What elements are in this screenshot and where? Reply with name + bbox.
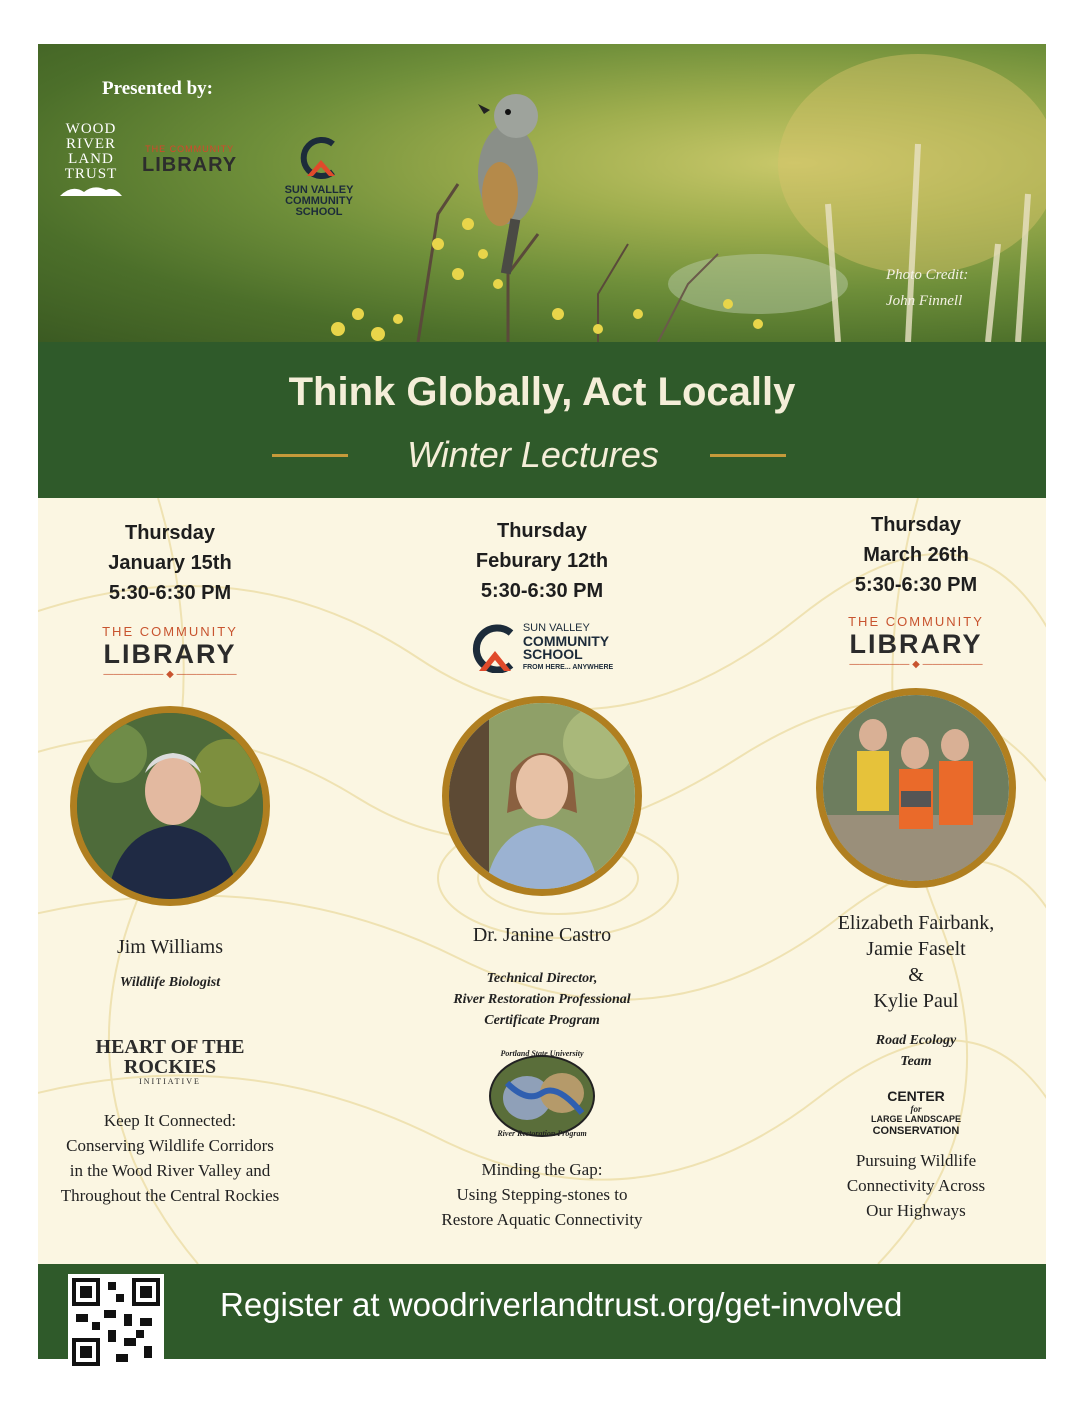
ornament-icon: ―――――― ◆ ―――――― (849, 659, 983, 670)
speaker-name-separator: & (908, 964, 924, 986)
portland-state-river-restoration-logo (487, 1049, 597, 1139)
heart-of-the-rockies-logo (38, 1037, 320, 1086)
logo-text: ROCKIES (123, 1056, 217, 1078)
talk-title-line: Keep It Connected: (103, 1111, 237, 1130)
logo-text: THE COMMUNITY (848, 614, 984, 629)
wood-river-land-trust-logo (60, 122, 122, 200)
lectures-section (38, 498, 1046, 1264)
speaker-portrait (442, 696, 642, 896)
talk-title-line: Restore Aquatic Connectivity (441, 1210, 643, 1229)
logo-text: for (910, 1104, 922, 1114)
ornament-icon: ―――――― ◆ ―――――― (103, 669, 237, 680)
hero-photo (38, 44, 1046, 342)
talk-title-line: in the Wood River Valley and (69, 1161, 271, 1180)
talk-title-line: Minding the Gap: (481, 1160, 603, 1179)
speaker-role: Team (900, 1054, 932, 1069)
lecture-date: January 15th (108, 552, 232, 574)
logo-text: TRUST (64, 166, 118, 182)
qr-code-icon[interactable] (68, 1274, 164, 1370)
decorative-rule (710, 454, 786, 457)
photo-credit (886, 262, 968, 314)
speaker-role: Certificate Program (484, 1013, 600, 1028)
logo-tagline: FROM HERE... ANYWHERE (522, 664, 614, 671)
logo-text: SUN VALLEY (284, 184, 354, 196)
community-library-logo (38, 624, 320, 680)
person-photo (77, 713, 263, 899)
lecture-column-1 (38, 498, 320, 1208)
speaker-name: Dr. Janine Castro (472, 924, 612, 946)
flyer (38, 44, 1046, 1359)
speaker-name: Elizabeth Fairbank, (837, 912, 995, 934)
logo-text: INITIATIVE (139, 1077, 201, 1086)
community-library-logo (142, 144, 237, 177)
logo-text: COMMUNITY (285, 195, 353, 207)
title-band (38, 342, 1046, 498)
photo-credit-name: John Finnell (886, 293, 963, 309)
lecture-date: March 26th (863, 544, 969, 566)
speaker-portrait (70, 706, 270, 906)
event-subtitle: Winter Lectures (407, 434, 659, 475)
lecture-day: Thursday (124, 522, 216, 544)
register-link[interactable]: Register at woodriverlandtrust.org/get-involved (220, 1286, 903, 1323)
speaker-role: Road Ecology (875, 1033, 957, 1048)
logo-text: CENTER (887, 1088, 945, 1104)
speaker-role: Technical Director, (486, 971, 598, 986)
logo-text: COMMUNITY (522, 633, 610, 649)
speaker-role: River Restoration Professional (453, 992, 631, 1007)
center-for-large-landscape-conservation-logo (766, 1088, 1046, 1138)
lecture-time: 5:30-6:30 PM (480, 580, 604, 602)
mountain-icon (60, 182, 122, 196)
community-library-logo (766, 614, 1046, 670)
logo-text: SUN VALLEY (522, 622, 590, 634)
logo-text: THE COMMUNITY (102, 624, 238, 639)
team-photo (823, 695, 1009, 881)
logo-text: SCHOOL (295, 206, 343, 218)
logo-text: RIVER (66, 136, 116, 152)
lecture-day: Thursday (496, 520, 588, 542)
speaker-name: Kylie Paul (873, 990, 959, 1012)
logo-text: HEART OF THE (95, 1036, 245, 1058)
talk-title-line: Pursuing Wildlife (855, 1151, 977, 1170)
river-badge-icon (487, 1053, 597, 1139)
speaker-name: Jim Williams (116, 936, 224, 958)
svcs-emblem-icon (471, 623, 517, 673)
talk-title-line: Using Stepping-stones to (456, 1185, 628, 1204)
talk-title-line: Conserving Wildlife Corridors (66, 1136, 274, 1155)
lecture-time: 5:30-6:30 PM (108, 582, 232, 604)
speaker-role: Wildlife Biologist (119, 975, 221, 990)
logo-text: THE COMMUNITY (145, 144, 235, 154)
speaker-name: Jamie Faselt (866, 938, 966, 960)
person-photo (449, 703, 635, 889)
talk-title-line: Our Highways (866, 1201, 966, 1220)
svcs-emblem-icon (299, 136, 339, 180)
logo-text: LIBRARY (849, 629, 983, 659)
logo-text: Portland State University (500, 1049, 584, 1058)
logo-text: River Restoration Program (497, 1129, 587, 1138)
logo-text: SCHOOL (522, 646, 583, 662)
logo-text: CONSERVATION (872, 1125, 960, 1137)
talk-title-line: Connectivity Across (846, 1176, 986, 1195)
photo-credit-label: Photo Credit: (886, 267, 969, 283)
sun-valley-community-school-logo (392, 622, 692, 674)
logo-text: LARGE LANDSCAPE (870, 1114, 961, 1124)
lecture-time: 5:30-6:30 PM (854, 574, 978, 596)
lecture-column-3 (766, 498, 1046, 1223)
presented-by-label: Presented by: (102, 78, 213, 99)
lecture-column-2 (392, 498, 692, 1232)
logo-text: WOOD (65, 121, 117, 137)
logo-text: LIBRARY (103, 639, 237, 669)
talk-title-line: Throughout the Central Rockies (60, 1186, 280, 1205)
registration-band (38, 1264, 1046, 1359)
lecture-date: Feburary 12th (475, 550, 609, 572)
event-title: Think Globally, Act Locally (288, 370, 796, 414)
logo-text: LIBRARY (142, 154, 238, 176)
logo-text: LAND (68, 151, 114, 167)
lecture-day: Thursday (870, 514, 962, 536)
sun-valley-community-school-logo (274, 136, 364, 218)
speaker-portrait (816, 688, 1016, 888)
